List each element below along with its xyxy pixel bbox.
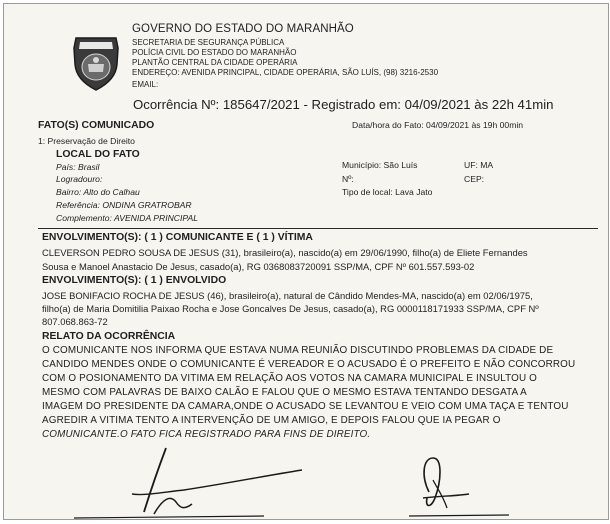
header-police: POLÍCIA CIVIL DO ESTADO DO MARANHÃO (132, 48, 297, 57)
header-address: ENDEREÇO: AVENIDA PRINCIPAL, CIDADE OPERÁRIA, SÃO LUÍS, (98) 3216-2530 (132, 68, 439, 77)
report-line: COMUNICANTE.O FATO FICA REGISTRADO PARA FINS DE DIREITO. (42, 429, 371, 440)
location-state: UF: MA (464, 160, 494, 170)
police-badge-icon (70, 34, 122, 92)
involvement-1-line1: CLEVERSON PEDRO SOUSA DE JESUS (31), brasileiro(a), nascido(a) em 29/06/1990, filho(a) de Eliete Fernandes (42, 247, 528, 258)
report-line: CANDIDO MENDES ONDE O COMUNICANTE É VEREADOR E O ACUSADO É O PREFEITO E NÃO CONCORROU (42, 359, 576, 370)
location-country: País: Brasil (56, 162, 100, 172)
involvement-1-title: ENVOLVIMENTO(S): ( 1 ) COMUNICANTE E ( 1 ) VÍTIMA (42, 232, 313, 243)
header-secretariat: SECRETARIA DE SEGURANÇA PÚBLICA (132, 38, 285, 47)
location-number: Nº: (342, 174, 354, 184)
header-station: PLANTÃO CENTRAL DA CIDADE OPERÁRIA (132, 58, 298, 67)
involvement-2-line1: JOSE BONIFACIO ROCHA DE JESUS (46), brasileiro(a), natural de Cândido Mendes-MA, nascido(a) em 02/06/1975, (42, 290, 533, 301)
signature-officer (399, 452, 519, 518)
location-reference: Referência: ONDINA GRATROBAR (56, 200, 192, 210)
report-line: O COMUNICANTE NOS INFORMA QUE ESTAVA NUMA REUNIÃO DISCUTINDO PROBLEMAS DA CIDADE DE (42, 345, 554, 356)
fact-datetime: Data/hora do Fato: 04/09/2021 às 19h 00min (352, 120, 524, 130)
report-line: IMAGEM DO PRESIDENTE DA CAMARA,ONDE O ACUSADO SE LEVANTOU E VEIO COM UMA TAÇA E TENTOU (42, 401, 569, 412)
signature-communicant (74, 444, 314, 519)
fact-title: FATO(S) COMUNICADO (38, 120, 155, 131)
occurrence-document (3, 3, 609, 520)
location-complement: Complemento: AVENIDA PRINCIPAL (56, 213, 199, 223)
header-email: EMAIL: (132, 80, 159, 89)
location-cep: CEP: (464, 174, 485, 184)
report-line: COM O POSIONAMENTO DA VITIMA EM RELAÇÃO AOS VOTOS NA CAMARA MUNICIPAL E INSULTOU O (42, 373, 537, 384)
header-government: GOVERNO DO ESTADO DO MARANHÃO (132, 23, 354, 35)
involvement-1-line2: Sousa e Manoel Anastacio De Jesus, casado(a), RG 0368083720091 SSP/MA, CPF Nº 601.557.593-02 (42, 261, 475, 272)
report-line: MESMO COM PALAVRAS DE BAIXO CALÃO E FALOU QUE O MESMO ESTAVA TENTANDO DESGATA A (42, 387, 527, 398)
involvement-2-title: ENVOLVIMENTO(S): ( 1 ) ENVOLVIDO (42, 275, 227, 286)
location-district: Bairro: Alto do Calhau (56, 187, 140, 197)
location-place-type: Tipo de local: Lava Jato (342, 187, 433, 197)
report-title: RELATO DA OCORRÊNCIA (42, 331, 176, 342)
occurrence-number: Ocorrência Nº: 185647/2021 - Registrado em: 04/09/2021 às 22h 41min (133, 97, 554, 112)
fact-item: 1: Preservação de Direito (38, 136, 135, 146)
location-city: Município: São Luís (342, 160, 418, 170)
involvement-2-line3: 807.068.863-72 (42, 316, 108, 327)
location-street: Logradouro: (56, 174, 103, 184)
involvement-2-line2: filho(a) de Maria Domitilia Paixao Rocha e Jose Goncalves De Jesus, casado(a), RG 0000118171933 SSP/MA, CPF Nº (42, 303, 539, 314)
report-line: AGREDIR A VITIMA TENTO A INTERVENÇÃO DE UM AMIGO, E DEPOIS FALOU QUE IA PEGAR O (42, 415, 501, 426)
location-title: LOCAL DO FATO (56, 149, 140, 160)
divider (38, 228, 598, 229)
